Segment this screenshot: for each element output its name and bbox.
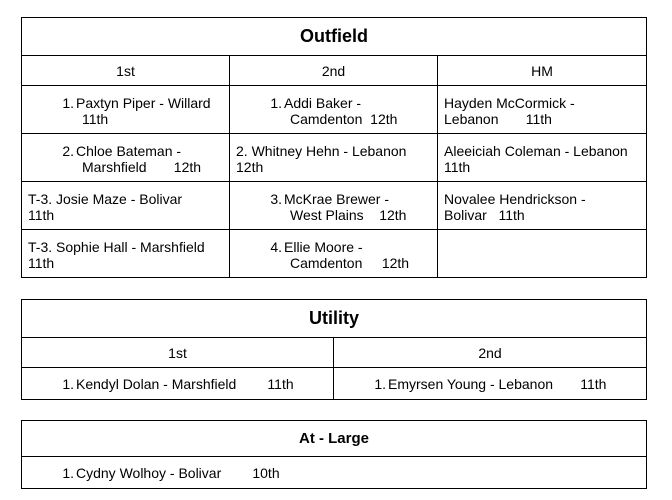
player-name: McKrae Brewer -	[284, 191, 390, 207]
table-row	[22, 134, 647, 182]
table-row	[22, 457, 647, 489]
at-large-title: At - Large	[22, 421, 647, 457]
player-name: Hayden McCormick -	[444, 95, 575, 111]
outfield-hm-cell-empty	[438, 230, 647, 278]
rank-number: 1.	[374, 375, 386, 392]
outfield-hm-cell	[438, 86, 647, 134]
player-grade: 11th	[28, 207, 55, 223]
outfield-2nd-cell	[230, 230, 438, 278]
utility-header-1st: 1st	[22, 338, 334, 368]
rank-number: 3.	[270, 191, 282, 207]
player-grade: 11th	[82, 111, 109, 127]
player-name: T-3. Josie Maze - Bolivar	[28, 191, 183, 207]
player-name: Addi Baker -	[284, 95, 362, 111]
utility-header-2nd: 2nd	[334, 338, 647, 368]
outfield-1st-cell	[22, 86, 230, 134]
player-grade: 12th	[236, 159, 264, 175]
player-entry: Cydny Wolhoy - Bolivar 10th	[76, 464, 280, 481]
rank-number: 1.	[270, 95, 282, 111]
table-row	[22, 182, 647, 230]
player-detail: Lebanon 11th	[444, 111, 552, 127]
table-row	[22, 368, 647, 400]
player-grade: 11th	[28, 255, 55, 271]
utility-table	[21, 299, 647, 400]
outfield-2nd-cell	[230, 182, 438, 230]
player-name: Ellie Moore -	[284, 239, 363, 255]
rank-number: 1.	[62, 375, 74, 392]
outfield-header-1st: 1st	[22, 56, 230, 86]
rank-number: 1.	[62, 95, 74, 111]
player-name: Chloe Bateman -	[76, 143, 182, 159]
at-large-1st-cell	[22, 457, 647, 489]
outfield-hm-cell	[438, 182, 647, 230]
table-row	[22, 86, 647, 134]
outfield-header-hm: HM	[438, 56, 647, 86]
outfield-1st-cell	[22, 134, 230, 182]
player-name: Paxtyn Piper - Willard	[76, 95, 211, 111]
outfield-1st-cell	[22, 230, 230, 278]
outfield-title: Outfield	[22, 18, 647, 56]
player-detail: Bolivar 11th	[444, 207, 525, 223]
player-detail: Camdenton 12th	[290, 111, 398, 127]
player-entry: Kendyl Dolan - Marshfield 11th	[76, 375, 294, 392]
player-name: Novalee Hendrickson -	[444, 191, 586, 207]
outfield-hm-cell	[438, 134, 647, 182]
player-name: T-3. Sophie Hall - Marshfield	[28, 239, 205, 255]
outfield-2nd-cell	[230, 86, 438, 134]
player-name: Aleeiciah Coleman - Lebanon	[444, 143, 628, 159]
rank-number: 1.	[62, 464, 74, 481]
table-row	[22, 230, 647, 278]
rank-number: 2.	[62, 143, 74, 159]
outfield-1st-cell	[22, 182, 230, 230]
player-detail: West Plains 12th	[290, 207, 407, 223]
player-detail: Marshfield 12th	[82, 159, 202, 175]
outfield-2nd-cell	[230, 134, 438, 182]
player-detail: Camdenton 12th	[290, 255, 410, 271]
utility-1st-cell	[22, 368, 334, 400]
utility-title: Utility	[22, 300, 647, 338]
player-name: 2. Whitney Hehn - Lebanon	[236, 143, 407, 159]
outfield-header-2nd: 2nd	[230, 56, 438, 86]
player-entry: Emyrsen Young - Lebanon 11th	[388, 375, 607, 392]
outfield-table	[21, 17, 647, 278]
at-large-table	[21, 420, 647, 489]
player-grade: 11th	[444, 159, 471, 175]
rank-number: 4.	[270, 239, 282, 255]
utility-2nd-cell	[334, 368, 647, 400]
